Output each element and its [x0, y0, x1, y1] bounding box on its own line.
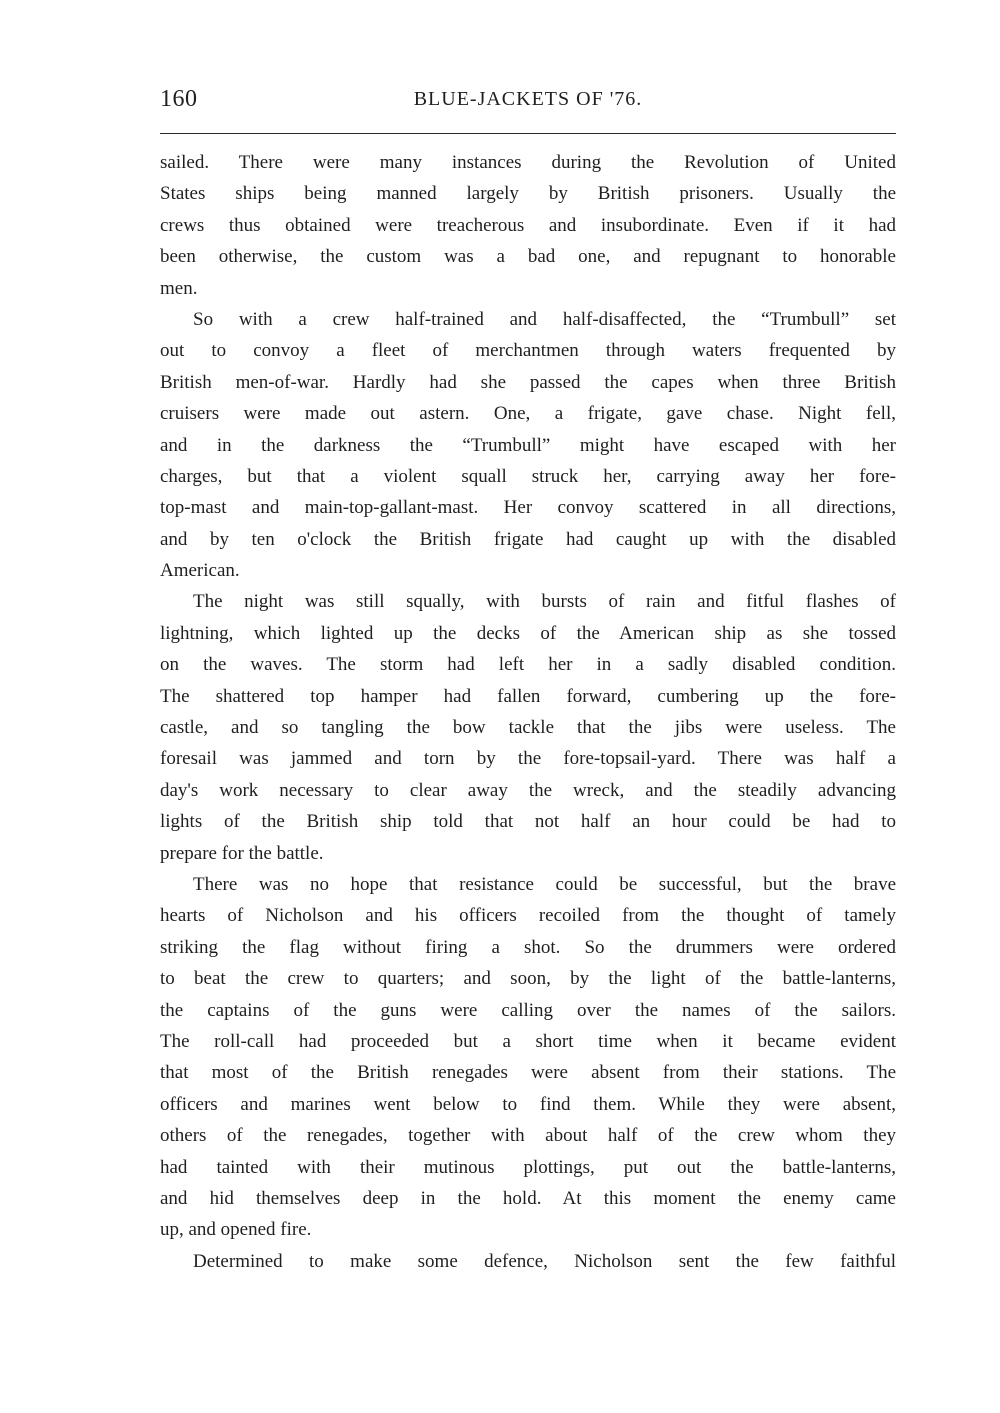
text-line: States ships being manned largely by British prisoners. Usually the	[160, 183, 896, 205]
text-line: officers and marines went below to find them. While they were absent,	[160, 1093, 896, 1115]
text-line: cruisers were made out astern. One, a frigate, gave chase. Night fell,	[160, 403, 896, 425]
text-line: top-mast and main-top-gallant-mast. Her convoy scattered in all directions,	[160, 497, 896, 519]
text-line: foresail was jammed and torn by the fore-topsail-yard. There was half a	[160, 748, 896, 770]
text-line: The night was still squally, with bursts of rain and fitful flashes of	[193, 591, 896, 613]
text-line: hearts of Nicholson and his officers recoiled from the thought of tamely	[160, 905, 896, 927]
text-line: lightning, which lighted up the decks of the American ship as she tossed	[160, 622, 896, 644]
text-line: men.	[160, 277, 198, 299]
page-header	[160, 86, 896, 126]
text-line: out to convoy a fleet of merchantmen through waters frequented by	[160, 340, 896, 362]
running-title: BLUE-JACKETS OF '76.	[413, 88, 643, 110]
text-line: others of the renegades, together with about half of the crew whom they	[160, 1125, 896, 1147]
text-line: that most of the British renegades were absent from their stations. The	[160, 1062, 896, 1084]
text-line: American.	[160, 560, 240, 582]
text-line: and in the darkness the “Trumbull” might have escaped with her	[160, 434, 896, 456]
text-line: the captains of the guns were calling over the names of the sailors.	[160, 999, 896, 1021]
text-line: and by ten o'clock the British frigate had caught up with the disabled	[160, 528, 896, 550]
page-number: 160	[160, 86, 198, 112]
text-line: The roll-call had proceeded but a short time when it became evident	[160, 1030, 896, 1052]
body-text	[160, 147, 896, 1277]
text-line: to beat the crew to quarters; and soon, by the light of the battle-lanterns,	[160, 968, 896, 990]
text-line: Determined to make some defence, Nicholson sent the few faithful	[193, 1250, 896, 1272]
text-line: The shattered top hamper had fallen forward, cumbering up the fore-	[160, 685, 896, 707]
text-line: prepare for the battle.	[160, 842, 324, 864]
text-line: So with a crew half-trained and half-disaffected, the “Trumbull” set	[193, 308, 896, 330]
text-line: striking the flag without firing a shot. So the drummers were ordered	[160, 936, 896, 958]
text-line: been otherwise, the custom was a bad one, and repugnant to honorable	[160, 246, 896, 268]
text-line: up, and opened fire.	[160, 1219, 312, 1241]
text-line: on the waves. The storm had left her in a sadly disabled condition.	[160, 654, 896, 676]
header-rule	[160, 133, 896, 134]
text-line: castle, and so tangling the bow tackle that the jibs were useless. The	[160, 717, 896, 739]
text-line: British men-of-war. Hardly had she passed the capes when three British	[160, 371, 896, 393]
text-line: had tainted with their mutinous plottings, put out the battle-lanterns,	[160, 1156, 896, 1178]
text-line: crews thus obtained were treacherous and insubordinate. Even if it had	[160, 214, 896, 236]
text-line: day's work necessary to clear away the wreck, and the steadily advancing	[160, 779, 896, 801]
text-line: sailed. There were many instances during the Revolution of United	[160, 152, 896, 173]
text-line: and hid themselves deep in the hold. At this moment the enemy came	[160, 1187, 896, 1209]
text-line: charges, but that a violent squall struck her, carrying away her fore-	[160, 465, 896, 487]
text-line: lights of the British ship told that not half an hour could be had to	[160, 811, 896, 833]
text-line: There was no hope that resistance could be successful, but the brave	[193, 873, 896, 895]
